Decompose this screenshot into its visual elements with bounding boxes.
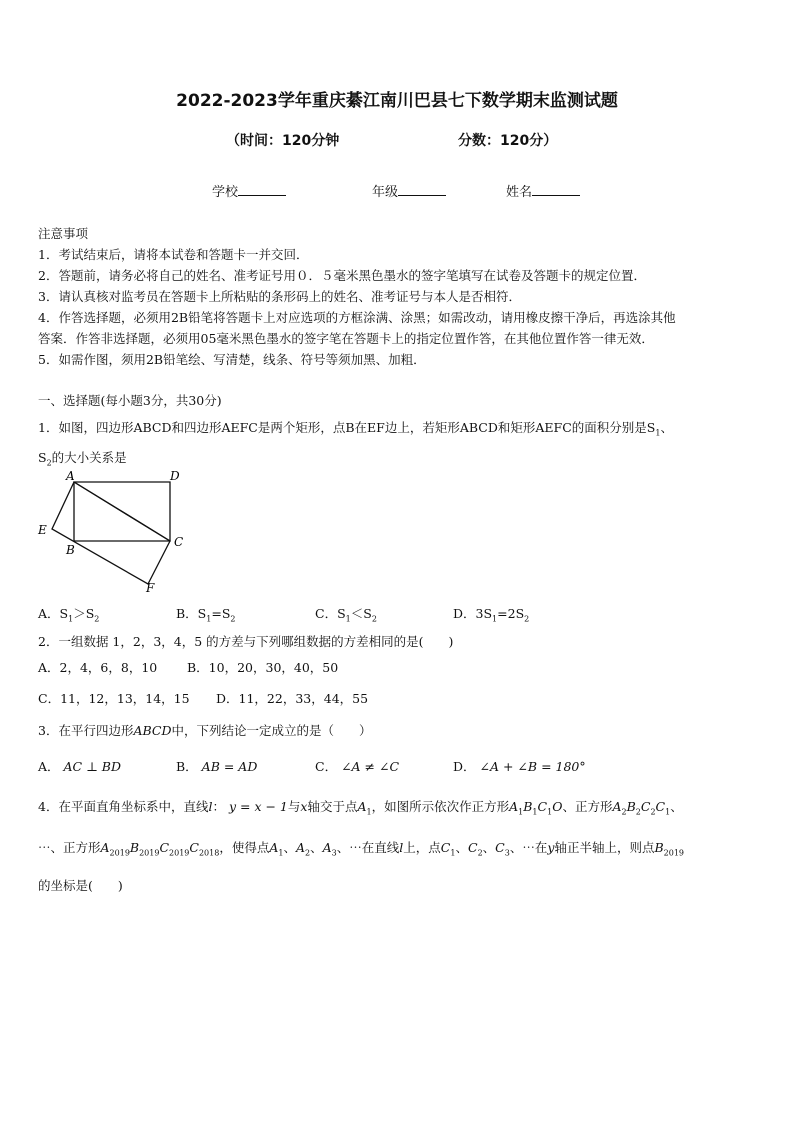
school-blank — [238, 183, 286, 196]
notice-item-4: 4．作答选择题，必须用2B铅笔将答题卡上对应选项的方框涂满、涂黑；如需改动，请用橡皮擦干净后，再选涂其他 — [38, 310, 676, 325]
diagonal-ac — [74, 482, 170, 541]
label-b: B — [66, 543, 75, 557]
q2-stem: 2．一组数据 1，2，3，4，5 的方差与下列哪组数据的方差相同的是( ) — [38, 634, 454, 649]
rectangle-aefc — [52, 482, 170, 584]
q1-figure — [30, 468, 200, 596]
school-field — [212, 181, 286, 200]
q1-option-b-label: B．S — [176, 606, 207, 621]
label-e: E — [38, 523, 47, 537]
q4-text-2d: 上，点 — [403, 840, 441, 855]
q3-option-a-math: AC ⊥ BD — [63, 759, 122, 774]
q2-option-d[interactable]: D．11，22，33，44，55 — [216, 691, 369, 706]
q3-option-b-math: AB = AD — [201, 759, 258, 774]
q4-text-1e: 、正方形 — [562, 799, 613, 814]
notice-item-2: 2．答题前，请务必将自己的姓名、准考证号用０．５毫米黑色墨水的签字笔填写在试卷及答题卡的规定位置． — [38, 268, 646, 283]
exam-score: 分数：120分） — [458, 133, 558, 149]
q3-option-c[interactable] — [315, 757, 399, 775]
q1-option-d[interactable]: D．$3S_1=2S_2$ — [453, 606, 530, 624]
q3-stem — [38, 721, 372, 739]
q1-text: 1．如图，四边形ABCD和四边形AEFC是两个矩形，点B在EF边上，若矩形ABCD和矩形AEFC的面积分别是S — [38, 420, 656, 435]
q4-text-2c: 在直线 — [361, 840, 400, 855]
grade-field — [372, 181, 446, 200]
q3-option-b[interactable] — [176, 757, 257, 775]
q1-text-tail: 、 — [660, 420, 673, 435]
q1-text-2: 的大小关系是 — [51, 450, 127, 465]
page-title: 2022-2023学年重庆綦江南川巴县七下数学期末监测试题 — [176, 91, 618, 111]
q4-text-2f: 轴正半轴上，则点 — [554, 840, 655, 855]
q4-text-1a: 4．在平面直角坐标系中，直线 — [38, 799, 209, 814]
notice-item-3: 3．请认真核对监考员在答题卡上所粘贴的条形码上的姓名、准考证号与本人是否相符． — [38, 289, 521, 304]
q3-option-c-label: C． — [315, 759, 338, 774]
notice-item-1: 1．考试结束后，请将本试卷和答题卡一并交回． — [38, 247, 309, 262]
label-d: D — [170, 469, 180, 483]
notice-item-4-cont: 答案．作答非选择题，必须用05毫米黑色墨水的签字笔在答题卡上的指定位置作答，在其他位置作答一律无效． — [38, 331, 654, 346]
q1-option-c-label: C．S — [315, 606, 346, 621]
grade-blank — [398, 183, 446, 196]
grade-label: 年级 — [372, 185, 399, 200]
notice-heading: 注意事项 — [38, 226, 89, 241]
q3-option-d-math: ∠A + ∠B = 180° — [479, 759, 586, 774]
label-a: A — [66, 469, 75, 483]
q4-stem-line3: 的坐标是( ) — [38, 878, 123, 893]
q4-text-1c: 轴交于点 — [307, 799, 358, 814]
q1-stem-line1: 1．如图，四边形ABCD和四边形AEFC是两个矩形，点B在EF边上，若矩形ABCD和矩形AEFC的面积分别是$S_1$、 — [38, 420, 673, 438]
q1-option-a-label: A．S — [38, 606, 69, 621]
name-field — [506, 181, 580, 200]
name-label: 姓名 — [506, 185, 533, 200]
q1-option-a[interactable]: A．$S_1>S_2$ — [38, 606, 100, 624]
q4-text-2e: 在 — [534, 840, 548, 855]
s2-symbol: S — [38, 450, 47, 465]
q4-stem-line1: 4．在平面直角坐标系中，直线l： y = x − 1与x轴交于点$A_1$，如图所示依次作正方形$A_1B_1C_1O$、正方形$A_2B_2C_2C_1$、 — [38, 799, 683, 817]
q2-option-c[interactable]: C．11，12，13，14，15 — [38, 691, 190, 706]
q3-math: ABCD — [133, 723, 172, 738]
q2-option-b[interactable]: B．10，20，30，40，50 — [187, 660, 339, 675]
q3-text-a: 3．在平行四边形 — [38, 723, 134, 738]
q4-text-2b: ，使得点 — [219, 840, 270, 855]
q1-option-b[interactable]: B．$S_1=S_2$ — [176, 606, 236, 624]
q3-option-a-label: A． — [38, 759, 60, 774]
name-blank — [532, 183, 580, 196]
school-label: 学校 — [212, 185, 239, 200]
q3-option-c-math: ∠A ≠ ∠C — [341, 759, 400, 774]
exam-time: （时间：120分钟 — [226, 133, 340, 149]
q4-text-1b: 与 — [287, 799, 301, 814]
q2-option-a[interactable]: A．2，4，6，8，10 — [38, 660, 158, 675]
q3-option-b-label: B． — [176, 759, 198, 774]
q1-stem-line2: $S_2$的大小关系是 — [38, 450, 127, 468]
q3-option-d-label: D． — [453, 759, 476, 774]
q3-option-a[interactable] — [38, 757, 121, 775]
q4-stem-line2: ⋯、正方形$A_{2019}B_{2019}C_{2019}C_{2018}$，使得点$A_1$、$A_2$、$A_3$、⋯在直线l上，点$C_1$、$C_2$、$C_3$、⋯在y轴正半轴上，则点$B_{2019}$ — [38, 840, 684, 858]
q3-text-b: 中，下列结论一定成立的是（ ） — [171, 723, 372, 738]
section-heading: 一、选择题(每小题3分，共30分) — [38, 393, 222, 408]
q4-text-2a: ⋯、正方形 — [38, 840, 101, 855]
q1-option-d-label: D．3S — [453, 606, 493, 621]
q1-option-c[interactable]: C．$S_1<S_2$ — [315, 606, 377, 624]
q3-option-d[interactable] — [453, 757, 586, 775]
q4-text-1d: ，如图所示依次作正方形 — [371, 799, 510, 814]
notice-item-5: 5．如需作图，须用2B铅笔绘、写清楚，线条、符号等须加黑、加粗． — [38, 352, 426, 367]
label-c: C — [174, 535, 184, 549]
label-f: F — [146, 581, 155, 595]
